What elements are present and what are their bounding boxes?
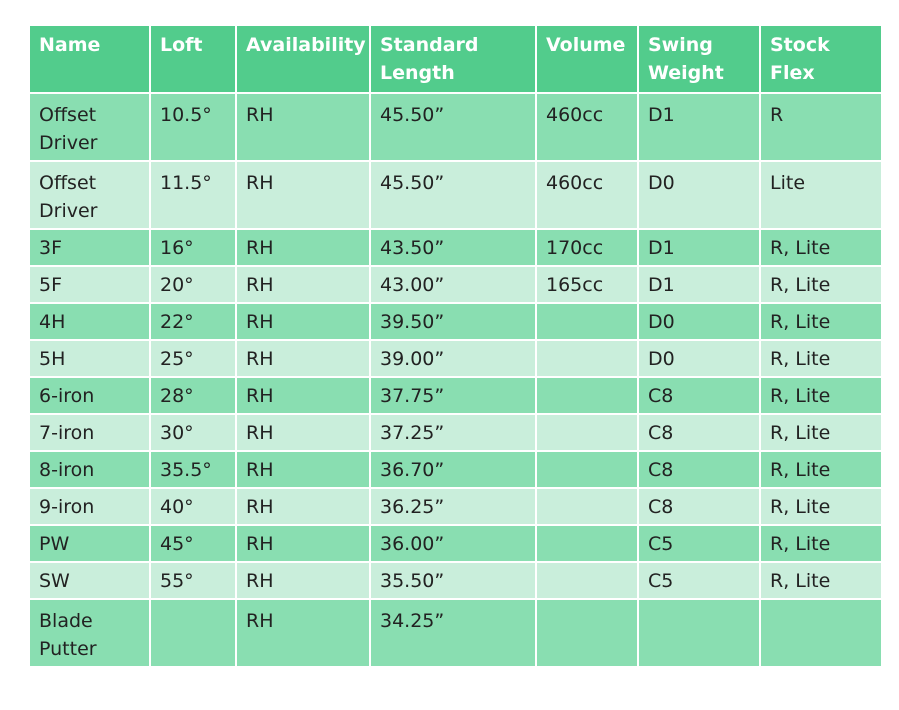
cell-standard-length: 43.50”	[370, 229, 536, 266]
cell-loft: 10.5°	[150, 93, 236, 161]
cell-name: 6-iron	[29, 377, 150, 414]
cell-availability: RH	[236, 93, 370, 161]
cell-swing-weight: D1	[638, 229, 760, 266]
cell-standard-length: 39.00”	[370, 340, 536, 377]
table-row	[29, 303, 882, 340]
cell-loft: 22°	[150, 303, 236, 340]
cell-standard-length: 45.50”	[370, 93, 536, 161]
cell-name: 7-iron	[29, 414, 150, 451]
cell-loft: 28°	[150, 377, 236, 414]
cell-name: PW	[29, 525, 150, 562]
cell-volume: 170cc	[536, 229, 638, 266]
cell-loft: 45°	[150, 525, 236, 562]
table-row	[29, 229, 882, 266]
cell-name: Offset Driver	[29, 161, 150, 229]
cell-loft: 35.5°	[150, 451, 236, 488]
cell-swing-weight: C5	[638, 562, 760, 599]
cell-name: Blade Putter	[29, 599, 150, 667]
cell-stock-flex: R, Lite	[760, 525, 882, 562]
cell-volume: 460cc	[536, 161, 638, 229]
cell-availability: RH	[236, 161, 370, 229]
table-row	[29, 161, 882, 229]
cell-loft	[150, 599, 236, 667]
table-row	[29, 451, 882, 488]
cell-volume	[536, 377, 638, 414]
cell-volume	[536, 599, 638, 667]
table-row	[29, 377, 882, 414]
cell-availability: RH	[236, 562, 370, 599]
cell-stock-flex: Lite	[760, 161, 882, 229]
cell-name: 9-iron	[29, 488, 150, 525]
cell-loft: 40°	[150, 488, 236, 525]
cell-name: 3F	[29, 229, 150, 266]
cell-volume	[536, 562, 638, 599]
cell-availability: RH	[236, 229, 370, 266]
cell-swing-weight: C8	[638, 414, 760, 451]
table-row	[29, 562, 882, 599]
cell-volume	[536, 488, 638, 525]
cell-standard-length: 37.75”	[370, 377, 536, 414]
cell-name: SW	[29, 562, 150, 599]
cell-availability: RH	[236, 599, 370, 667]
cell-standard-length: 36.00”	[370, 525, 536, 562]
cell-swing-weight: C8	[638, 488, 760, 525]
cell-swing-weight: D0	[638, 161, 760, 229]
cell-stock-flex	[760, 599, 882, 667]
cell-availability: RH	[236, 340, 370, 377]
cell-swing-weight: D1	[638, 266, 760, 303]
cell-stock-flex: R	[760, 93, 882, 161]
cell-swing-weight	[638, 599, 760, 667]
cell-swing-weight: C8	[638, 451, 760, 488]
cell-stock-flex: R, Lite	[760, 266, 882, 303]
cell-standard-length: 34.25”	[370, 599, 536, 667]
header-name: Name	[29, 25, 150, 93]
cell-availability: RH	[236, 377, 370, 414]
cell-volume	[536, 525, 638, 562]
cell-name: 4H	[29, 303, 150, 340]
table-body	[29, 93, 882, 667]
table-row	[29, 93, 882, 161]
cell-swing-weight: C8	[638, 377, 760, 414]
cell-swing-weight: D0	[638, 303, 760, 340]
cell-stock-flex: R, Lite	[760, 562, 882, 599]
cell-stock-flex: R, Lite	[760, 488, 882, 525]
cell-volume	[536, 414, 638, 451]
table-row	[29, 525, 882, 562]
cell-volume	[536, 303, 638, 340]
cell-name: Offset Driver	[29, 93, 150, 161]
cell-loft: 11.5°	[150, 161, 236, 229]
header-loft: Loft	[150, 25, 236, 93]
header-standard-length: Standard Length	[370, 25, 536, 93]
cell-name: 8-iron	[29, 451, 150, 488]
cell-loft: 55°	[150, 562, 236, 599]
table-row	[29, 414, 882, 451]
cell-availability: RH	[236, 303, 370, 340]
cell-swing-weight: D1	[638, 93, 760, 161]
cell-volume	[536, 340, 638, 377]
cell-name: 5H	[29, 340, 150, 377]
cell-swing-weight: D0	[638, 340, 760, 377]
cell-availability: RH	[236, 525, 370, 562]
cell-standard-length: 37.25”	[370, 414, 536, 451]
cell-loft: 20°	[150, 266, 236, 303]
header-swing-weight: Swing Weight	[638, 25, 760, 93]
cell-volume: 460cc	[536, 93, 638, 161]
cell-name: 5F	[29, 266, 150, 303]
header-volume: Volume	[536, 25, 638, 93]
cell-volume: 165cc	[536, 266, 638, 303]
cell-stock-flex: R, Lite	[760, 340, 882, 377]
cell-availability: RH	[236, 414, 370, 451]
cell-stock-flex: R, Lite	[760, 451, 882, 488]
cell-availability: RH	[236, 488, 370, 525]
header-availability: Availability	[236, 25, 370, 93]
cell-loft: 16°	[150, 229, 236, 266]
cell-volume	[536, 451, 638, 488]
club-specs-table	[28, 24, 883, 668]
cell-standard-length: 36.70”	[370, 451, 536, 488]
cell-standard-length: 35.50”	[370, 562, 536, 599]
cell-availability: RH	[236, 266, 370, 303]
cell-stock-flex: R, Lite	[760, 414, 882, 451]
table-row	[29, 488, 882, 525]
header-row	[29, 25, 882, 93]
cell-loft: 30°	[150, 414, 236, 451]
table-row	[29, 340, 882, 377]
header-stock-flex: Stock Flex	[760, 25, 882, 93]
cell-stock-flex: R, Lite	[760, 229, 882, 266]
cell-stock-flex: R, Lite	[760, 303, 882, 340]
cell-standard-length: 45.50”	[370, 161, 536, 229]
cell-swing-weight: C5	[638, 525, 760, 562]
cell-standard-length: 36.25”	[370, 488, 536, 525]
cell-availability: RH	[236, 451, 370, 488]
table-row	[29, 266, 882, 303]
cell-stock-flex: R, Lite	[760, 377, 882, 414]
table-row	[29, 599, 882, 667]
cell-standard-length: 43.00”	[370, 266, 536, 303]
cell-standard-length: 39.50”	[370, 303, 536, 340]
table-header	[29, 25, 882, 93]
cell-loft: 25°	[150, 340, 236, 377]
